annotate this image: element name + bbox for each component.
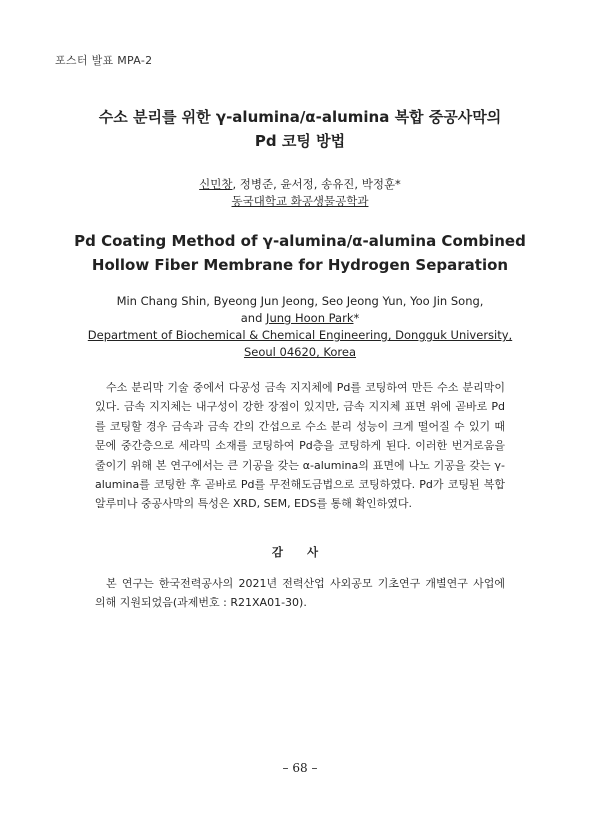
corresponding-author: Jung Hoon Park: [266, 311, 354, 325]
english-title: [0, 229, 600, 277]
korean-title: [0, 105, 600, 153]
korean-affiliation: 동국대학교 화공생물공학과: [231, 194, 369, 208]
corresponding-star: *: [353, 311, 360, 325]
page-number: – 68 –: [282, 761, 318, 775]
english-title-line2: Hollow Fiber Membrane for Hydrogen Separation: [91, 256, 509, 274]
korean-title-line2: Pd 코팅 방법: [254, 132, 346, 150]
abstract: [95, 378, 505, 514]
korean-first-author: 신민창: [199, 177, 233, 191]
abstract-text: 수소 분리막 기술 중에서 다공성 금속 지지체에 Pd를 코팅하여 만든 수소 분리막이 있다. 금속 지지체는 내구성이 강한 장점이 있지만, 금속 지지체 표면 위에 곧바로 Pd를 코팅할 경우 금속과 금속 간의 간섭으로 수소 분리 성능이 크게 떨어질 수 있기 때문에 중간층으로 세라믹 소재를 코팅하여 Pd층을 코팅하게 된다. 이러한 번거로움을 줄이기 위해 본 연구에서는 큰 기공을 갖는 α-alumina의 표면에 나노 기공을 갖는 γ-alumina를 코팅한 후 곧바로 Pd를 무전해도금법으로 코팅하였다. Pd가 코팅된 복합 알루미나 중공사막의 특성은 XRD, SEM, EDS를 통해 확인하였다.: [95, 381, 505, 511]
acknowledgement: [95, 574, 505, 613]
korean-title-line1: 수소 분리를 위한 γ-alumina/α-alumina 복합 중공사막의: [98, 108, 502, 126]
english-affiliation-line2: Seoul 04620, Korea: [243, 345, 357, 359]
page-header: 포스터 발표 MPA-2: [55, 54, 153, 67]
english-title-line1: Pd Coating Method of γ-alumina/α-alumina Combined: [74, 232, 526, 250]
english-authors: [0, 293, 600, 361]
korean-other-authors: , 정병준, 윤서정, 송유진, 박정훈*: [232, 177, 401, 191]
acknowledgement-text: 본 연구는 한국전력공사의 2021년 전력산업 사외공모 기초연구 개별연구 사업에 의해 지원되었음(과제번호 : R21XA01-30).: [95, 577, 505, 610]
english-and: and: [240, 311, 267, 325]
korean-authors: [0, 176, 600, 210]
acknowledgement-heading: 감 사: [271, 545, 329, 559]
english-affiliation-line1: Department of Biochemical & Chemical Engineering, Dongguk University,: [87, 328, 513, 342]
english-authors-line1: Min Chang Shin, Byeong Jun Jeong, Seo Jeong Yun, Yoo Jin Song,: [116, 294, 484, 308]
